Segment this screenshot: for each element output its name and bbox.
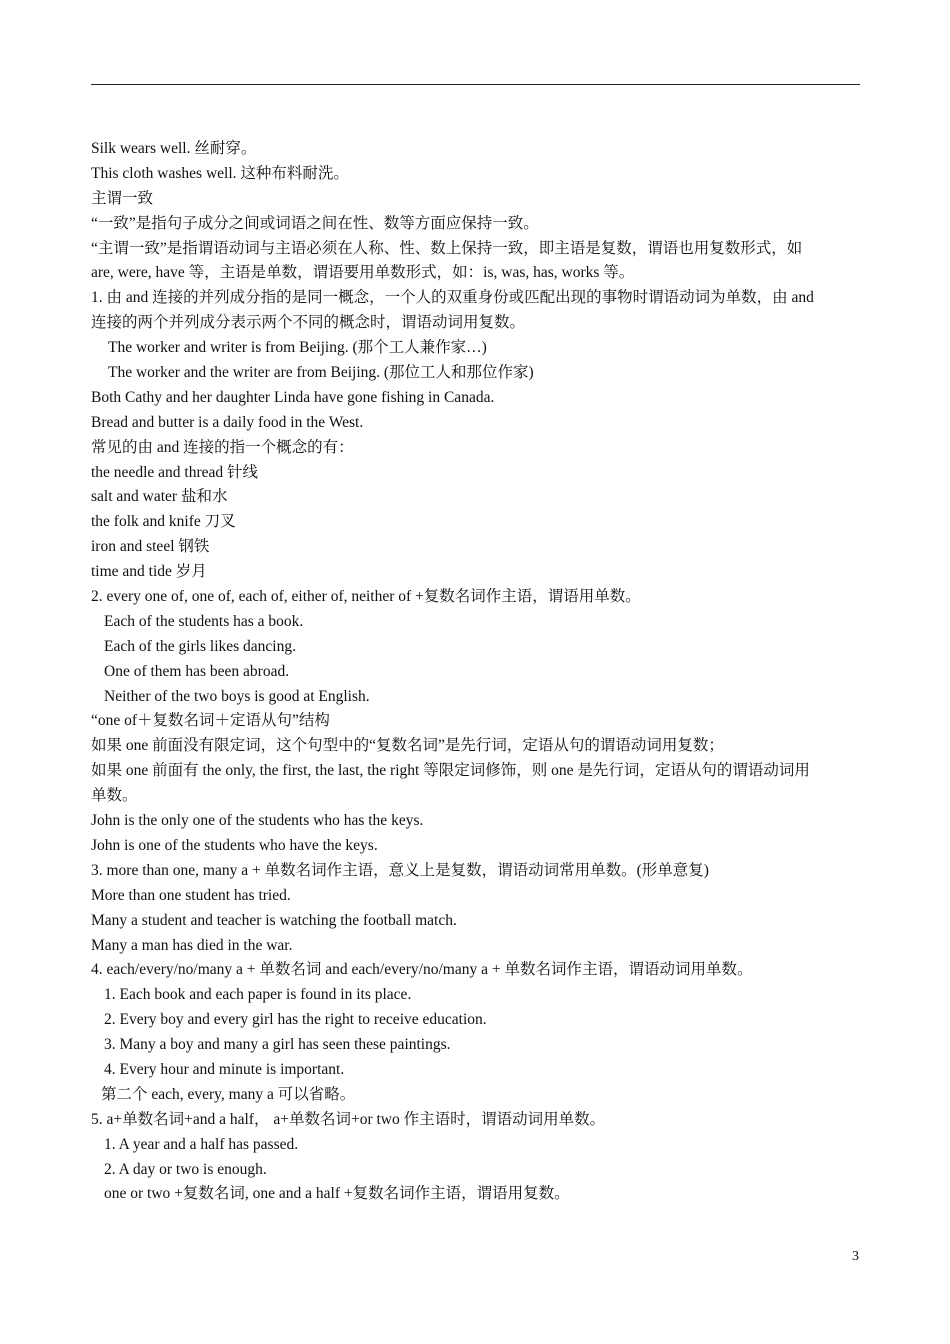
example-line: 3. Many a boy and many a girl has seen these paintings. xyxy=(104,1036,451,1054)
example-line: The worker and the writer are from Beijing. (那位工人和那位作家) xyxy=(108,364,534,382)
vocab-line: iron and steel 钢铁 xyxy=(91,538,210,556)
rule-3-line: 3. more than one, many a + 单数名词作主语，意义上是复数，谓语动词常用单数。(形单意复) xyxy=(91,861,709,879)
example-line: Each of the students has a book. xyxy=(104,612,304,630)
text-line: “一致”是指句子成分之间或词语之间在性、数等方面应保持一致。 xyxy=(91,214,539,232)
text-line: 第二个 each, every, many a 可以省略。 xyxy=(101,1085,356,1103)
example-line: 1. Each book and each paper is found in its place. xyxy=(104,986,412,1004)
example-line: One of them has been abroad. xyxy=(104,662,290,680)
rule-2-line: 2. every one of, one of, each of, either of, neither of +复数名词作主语，谓语用单数。 xyxy=(91,588,641,606)
rule-5-line: 5. a+单数名词+and a half， a+单数名词+or two 作主语时，谓语动词用单数。 xyxy=(91,1110,606,1128)
text-line: are, were, have 等，主语是单数，谓语要用单数形式，如：is, was, has, works 等。 xyxy=(91,264,635,282)
text-line: 如果 one 前面没有限定词，这个句型中的“复数名词”是先行词，定语从句的谓语动词用复数； xyxy=(91,737,724,755)
vocab-line: time and tide 岁月 xyxy=(91,563,207,581)
example-line: John is one of the students who have the keys. xyxy=(91,836,378,854)
example-line: 4. Every hour and minute is important. xyxy=(104,1060,345,1078)
header-rule xyxy=(91,84,860,85)
example-line: Neither of the two boys is good at English. xyxy=(104,687,370,705)
example-line: John is the only one of the students who has the keys. xyxy=(91,812,424,830)
vocab-line: salt and water 盐和水 xyxy=(91,488,228,506)
example-line: Many a student and teacher is watching the football match. xyxy=(91,911,457,929)
example-line: More than one student has tried. xyxy=(91,886,291,904)
text-line: 单数。 xyxy=(91,787,138,805)
example-line: Each of the girls likes dancing. xyxy=(104,637,296,655)
document-body xyxy=(91,137,861,1207)
text-line: 连接的两个并列成分表示两个不同的概念时，谓语动词用复数。 xyxy=(91,314,526,332)
text-line: Silk wears well. 丝耐穿。 xyxy=(91,140,257,157)
text-line: 如果 one 前面有 the only, the first, the last, the right 等限定词修饰，则 one 是先行词，定语从句的谓语动词用 xyxy=(91,762,810,780)
example-line: The worker and writer is from Beijing. (那个工人兼作家…) xyxy=(108,339,487,357)
vocab-line: the folk and knife 刀叉 xyxy=(91,513,236,531)
text-line: “主谓一致”是指谓语动词与主语必须在人称、性、数上保持一致，即主语是复数，谓语也用复数形式，如 xyxy=(91,239,803,257)
example-line: 2. A day or two is enough. xyxy=(104,1160,267,1178)
text-line: This cloth washes well. 这种布料耐洗。 xyxy=(91,164,349,182)
example-line: Many a man has died in the war. xyxy=(91,936,293,954)
example-line: Bread and butter is a daily food in the West. xyxy=(91,413,364,431)
page-number: 3 xyxy=(852,1249,859,1264)
rule-4-line: 4. each/every/no/many a + 单数名词 and each/every/no/many a + 单数名词作主语，谓语动词用单数。 xyxy=(91,961,753,979)
text-line: “one of＋复数名词＋定语从句”结构 xyxy=(91,712,330,730)
example-line: 1. A year and a half has passed. xyxy=(104,1135,299,1153)
text-line: one or two +复数名词, one and a half +复数名词作主语，谓语用复数。 xyxy=(104,1185,570,1203)
example-line: Both Cathy and her daughter Linda have gone fishing in Canada. xyxy=(91,388,495,406)
rule-1-line: 1. 由 and 连接的并列成分指的是同一概念，一个人的双重身份或匹配出现的事物时谓语动词为单数，由 and xyxy=(91,289,814,307)
example-line: 2. Every boy and every girl has the right to receive education. xyxy=(104,1011,487,1029)
text-line: 常见的由 and 连接的指一个概念的有： xyxy=(91,438,354,456)
vocab-line: the needle and thread 针线 xyxy=(91,463,258,481)
section-heading: 主谓一致 xyxy=(91,189,154,207)
